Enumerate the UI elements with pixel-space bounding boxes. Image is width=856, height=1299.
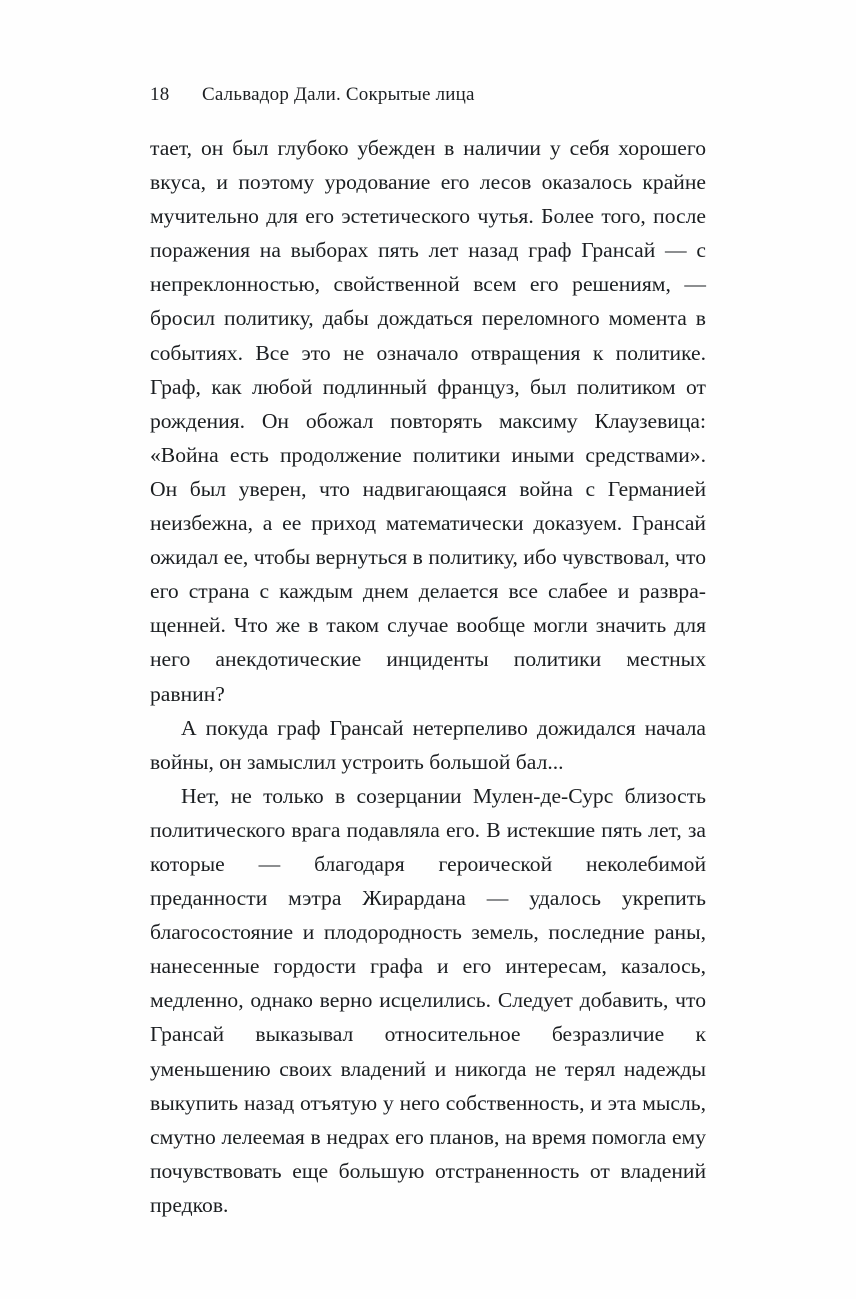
text-block bbox=[150, 131, 706, 1222]
running-head bbox=[150, 84, 706, 106]
paragraph: тает, он был глубоко убежден в наличии у себя хорошего вкуса, и поэтому уродование его лесов оказалось крайне мучительно для его эстетического чутья. Более того, после поражения на выборах пять лет назад граф Грансай — с непреклонностью, свойственной всем его решениям, — бросил политику, дабы дождаться переломного момента в событиях. Все это не означало отвращения к политике. Граф, как любой подлинный француз, был политиком от рождения. Он обожал повторять максиму Клаузевица: «Война есть продолжение политики иными средствами». Он был уверен, что надвигающаяся война с Германией неизбежна, а ее приход математически доказуем. Грансай ожидал ее, чтобы вернуться в политику, ибо чувствовал, что его страна с каждым днем делается все слабее и развращенней. Что же в таком случае вообще могли значить для него анекдотические инциденты политики местных равнин? bbox=[150, 136, 706, 706]
page-number: 18 bbox=[150, 84, 170, 105]
paragraph: А покуда граф Грансай нетерпеливо дожидался начала войны, он замыслил устроить большой бал... bbox=[150, 715, 706, 774]
paragraph: Нет, не только в созерцании Мулен-де-Сурс близость политического врага подавляла его. В истекшие пять лет, за которые — благодаря героической неколебимой преданности мэтра Жирардана — удалось укрепить благосостояние и плодородность земель, последние раны, нанесенные гордости графа и его интересам, казалось, медленно, однако верно исцелились. Следует добавить, что Грансай выказывал относительное безразличие к уменьшению своих владений и никогда не терял надежды выкупить назад отъятую у него собственность, и эта мысль, смутно лелеемая в недрах его планов, на время помогла ему почувствовать еще большую отстраненность от владений предков. bbox=[150, 783, 706, 1217]
running-title: Сальвадор Дали. Сокрытые лица bbox=[202, 84, 475, 105]
